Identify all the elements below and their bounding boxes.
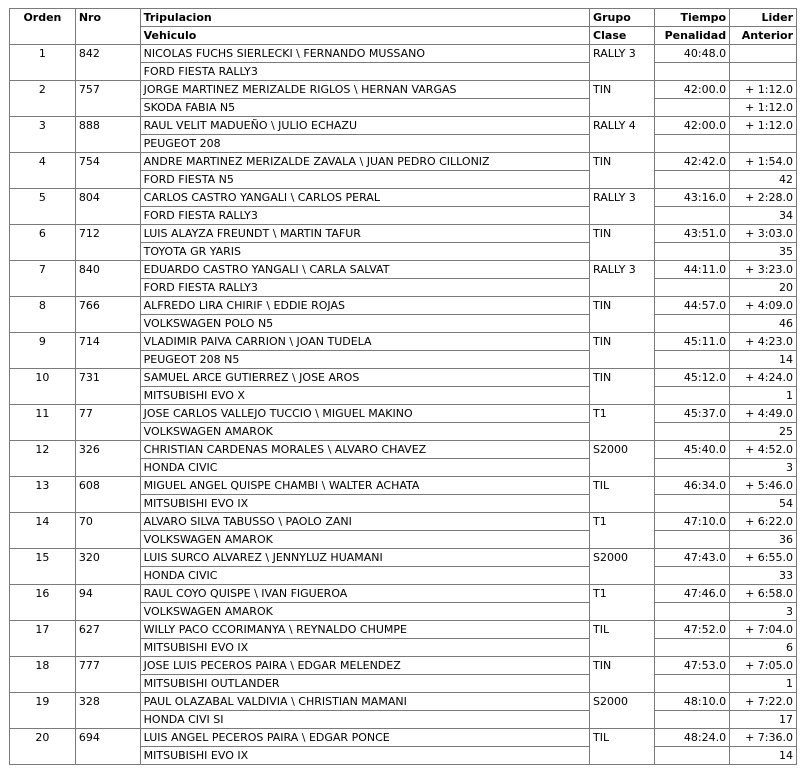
- cell-orden: 19: [10, 693, 76, 729]
- cell-anterior: 14: [730, 351, 797, 369]
- table-row: [10, 729, 797, 747]
- cell-penalidad: [654, 99, 729, 117]
- cell-anterior: [730, 135, 797, 153]
- cell-grupo: TIN: [590, 657, 655, 693]
- cell-vehicle: PEUGEOT 208: [140, 135, 589, 153]
- cell-vehicle: FORD FIESTA RALLY3: [140, 207, 589, 225]
- cell-crew: JORGE MARTINEZ MERIZALDE RIGLOS \ HERNAN VARGAS: [140, 81, 589, 99]
- cell-orden: 2: [10, 81, 76, 117]
- cell-nro: 328: [75, 693, 140, 729]
- cell-crew: CARLOS CASTRO YANGALI \ CARLOS PERAL: [140, 189, 589, 207]
- cell-penalidad: [654, 207, 729, 225]
- cell-tiempo: 45:12.0: [654, 369, 729, 387]
- cell-orden: 11: [10, 405, 76, 441]
- cell-tiempo: 45:37.0: [654, 405, 729, 423]
- cell-grupo: TIL: [590, 621, 655, 657]
- cell-orden: 14: [10, 513, 76, 549]
- cell-nro: 757: [75, 81, 140, 117]
- cell-orden: 10: [10, 369, 76, 405]
- cell-lider: + 7:36.0: [730, 729, 797, 747]
- cell-anterior: [730, 63, 797, 81]
- cell-crew: RAUL VELIT MADUEÑO \ JULIO ECHAZU: [140, 117, 589, 135]
- cell-nro: 840: [75, 261, 140, 297]
- cell-lider: + 4:49.0: [730, 405, 797, 423]
- cell-lider: [730, 45, 797, 63]
- table-row: [10, 693, 797, 711]
- cell-nro: 714: [75, 333, 140, 369]
- table-row: [10, 477, 797, 495]
- cell-grupo: TIN: [590, 81, 655, 117]
- cell-orden: 3: [10, 117, 76, 153]
- cell-grupo: T1: [590, 405, 655, 441]
- cell-crew: NICOLAS FUCHS SIERLECKI \ FERNANDO MUSSANO: [140, 45, 589, 63]
- cell-nro: 320: [75, 549, 140, 585]
- cell-lider: + 1:54.0: [730, 153, 797, 171]
- cell-orden: 1: [10, 45, 76, 81]
- cell-orden: 13: [10, 477, 76, 513]
- cell-penalidad: [654, 675, 729, 693]
- cell-lider: + 6:22.0: [730, 513, 797, 531]
- cell-crew: ALFREDO LIRA CHIRIF \ EDDIE ROJAS: [140, 297, 589, 315]
- cell-tiempo: 42:42.0: [654, 153, 729, 171]
- cell-penalidad: [654, 351, 729, 369]
- table-body: [10, 45, 797, 765]
- cell-orden: 8: [10, 297, 76, 333]
- table-row: [10, 81, 797, 99]
- cell-anterior: 54: [730, 495, 797, 513]
- cell-tiempo: 47:46.0: [654, 585, 729, 603]
- cell-penalidad: [654, 711, 729, 729]
- cell-anterior: 3: [730, 459, 797, 477]
- cell-lider: + 5:46.0: [730, 477, 797, 495]
- cell-penalidad: [654, 747, 729, 765]
- cell-lider: + 7:04.0: [730, 621, 797, 639]
- cell-nro: 70: [75, 513, 140, 549]
- table-row: [10, 45, 797, 63]
- cell-penalidad: [654, 423, 729, 441]
- cell-tiempo: 43:16.0: [654, 189, 729, 207]
- cell-crew: JOSE CARLOS VALLEJO TUCCIO \ MIGUEL MAKINO: [140, 405, 589, 423]
- cell-nro: 94: [75, 585, 140, 621]
- cell-tiempo: 45:40.0: [654, 441, 729, 459]
- cell-lider: + 3:23.0: [730, 261, 797, 279]
- cell-penalidad: [654, 279, 729, 297]
- header-row-1: [10, 9, 797, 27]
- cell-nro: 731: [75, 369, 140, 405]
- cell-crew: WILLY PACO CCORIMANYA \ REYNALDO CHUMPE: [140, 621, 589, 639]
- header-orden: Orden: [10, 9, 76, 45]
- table-row: [10, 225, 797, 243]
- cell-vehicle: MITSUBISHI EVO IX: [140, 747, 589, 765]
- cell-grupo: S2000: [590, 441, 655, 477]
- cell-anterior: 20: [730, 279, 797, 297]
- table-row: [10, 369, 797, 387]
- cell-lider: + 7:05.0: [730, 657, 797, 675]
- header-tripulacion: Tripulacion: [140, 9, 589, 27]
- cell-grupo: RALLY 3: [590, 45, 655, 81]
- cell-crew: LUIS ALAYZA FREUNDT \ MARTIN TAFUR: [140, 225, 589, 243]
- cell-vehicle: VOLKSWAGEN AMAROK: [140, 531, 589, 549]
- cell-tiempo: 48:10.0: [654, 693, 729, 711]
- header-vehiculo: Vehiculo: [140, 27, 589, 45]
- cell-nro: 627: [75, 621, 140, 657]
- cell-nro: 77: [75, 405, 140, 441]
- cell-grupo: T1: [590, 513, 655, 549]
- cell-nro: 608: [75, 477, 140, 513]
- table-row: [10, 657, 797, 675]
- cell-anterior: 25: [730, 423, 797, 441]
- cell-vehicle: VOLKSWAGEN AMAROK: [140, 423, 589, 441]
- cell-penalidad: [654, 567, 729, 585]
- header-nro: Nro: [75, 9, 140, 45]
- cell-orden: 18: [10, 657, 76, 693]
- cell-grupo: S2000: [590, 549, 655, 585]
- cell-lider: + 7:22.0: [730, 693, 797, 711]
- cell-tiempo: 47:10.0: [654, 513, 729, 531]
- cell-penalidad: [654, 387, 729, 405]
- cell-crew: LUIS SURCO ALVAREZ \ JENNYLUZ HUAMANI: [140, 549, 589, 567]
- cell-grupo: RALLY 3: [590, 189, 655, 225]
- header-anterior: Anterior: [730, 27, 797, 45]
- cell-anterior: 1: [730, 675, 797, 693]
- cell-nro: 754: [75, 153, 140, 189]
- cell-orden: 4: [10, 153, 76, 189]
- cell-crew: EDUARDO CASTRO YANGALI \ CARLA SALVAT: [140, 261, 589, 279]
- cell-orden: 6: [10, 225, 76, 261]
- cell-nro: 694: [75, 729, 140, 765]
- cell-orden: 15: [10, 549, 76, 585]
- cell-tiempo: 44:57.0: [654, 297, 729, 315]
- cell-nro: 712: [75, 225, 140, 261]
- cell-vehicle: MITSUBISHI EVO IX: [140, 495, 589, 513]
- cell-crew: JOSE LUIS PECEROS PAIRA \ EDGAR MELENDEZ: [140, 657, 589, 675]
- cell-lider: + 3:03.0: [730, 225, 797, 243]
- cell-lider: + 4:52.0: [730, 441, 797, 459]
- cell-grupo: TIN: [590, 333, 655, 369]
- cell-orden: 5: [10, 189, 76, 225]
- cell-lider: + 1:12.0: [730, 81, 797, 99]
- cell-tiempo: 42:00.0: [654, 81, 729, 99]
- table-row: [10, 297, 797, 315]
- cell-orden: 7: [10, 261, 76, 297]
- cell-penalidad: [654, 315, 729, 333]
- cell-lider: + 4:23.0: [730, 333, 797, 351]
- results-table: [9, 8, 797, 765]
- cell-vehicle: HONDA CIVI SI: [140, 711, 589, 729]
- cell-penalidad: [654, 603, 729, 621]
- cell-vehicle: HONDA CIVIC: [140, 459, 589, 477]
- cell-grupo: RALLY 3: [590, 261, 655, 297]
- table-header: [10, 9, 797, 45]
- cell-penalidad: [654, 63, 729, 81]
- cell-anterior: 46: [730, 315, 797, 333]
- header-tiempo: Tiempo: [654, 9, 729, 27]
- cell-anterior: 36: [730, 531, 797, 549]
- cell-grupo: TIN: [590, 297, 655, 333]
- cell-tiempo: 43:51.0: [654, 225, 729, 243]
- cell-tiempo: 40:48.0: [654, 45, 729, 63]
- cell-lider: + 6:58.0: [730, 585, 797, 603]
- cell-vehicle: FORD FIESTA RALLY3: [140, 279, 589, 297]
- cell-penalidad: [654, 243, 729, 261]
- cell-orden: 17: [10, 621, 76, 657]
- cell-penalidad: [654, 459, 729, 477]
- cell-vehicle: FORD FIESTA N5: [140, 171, 589, 189]
- table-row: [10, 441, 797, 459]
- cell-anterior: 34: [730, 207, 797, 225]
- cell-vehicle: VOLKSWAGEN AMAROK: [140, 603, 589, 621]
- cell-vehicle: MITSUBISHI OUTLANDER: [140, 675, 589, 693]
- cell-crew: MIGUEL ANGEL QUISPE CHAMBI \ WALTER ACHATA: [140, 477, 589, 495]
- cell-vehicle: TOYOTA GR YARIS: [140, 243, 589, 261]
- header-clase: Clase: [590, 27, 655, 45]
- cell-penalidad: [654, 135, 729, 153]
- cell-crew: SAMUEL ARCE GUTIERREZ \ JOSE AROS: [140, 369, 589, 387]
- cell-crew: ANDRE MARTINEZ MERIZALDE ZAVALA \ JUAN PEDRO CILLONIZ: [140, 153, 589, 171]
- cell-crew: ALVARO SILVA TABUSSO \ PAOLO ZANI: [140, 513, 589, 531]
- cell-anterior: 1: [730, 387, 797, 405]
- cell-lider: + 4:24.0: [730, 369, 797, 387]
- cell-vehicle: MITSUBISHI EVO IX: [140, 639, 589, 657]
- cell-penalidad: [654, 495, 729, 513]
- cell-tiempo: 47:43.0: [654, 549, 729, 567]
- cell-crew: PAUL OLAZABAL VALDIVIA \ CHRISTIAN MAMANI: [140, 693, 589, 711]
- cell-vehicle: PEUGEOT 208 N5: [140, 351, 589, 369]
- header-lider: Lider: [730, 9, 797, 27]
- cell-anterior: + 1:12.0: [730, 99, 797, 117]
- cell-anterior: 33: [730, 567, 797, 585]
- cell-nro: 804: [75, 189, 140, 225]
- cell-nro: 777: [75, 657, 140, 693]
- cell-vehicle: MITSUBISHI EVO X: [140, 387, 589, 405]
- cell-crew: LUIS ANGEL PECEROS PAIRA \ EDGAR PONCE: [140, 729, 589, 747]
- table-row: [10, 405, 797, 423]
- cell-grupo: TIL: [590, 729, 655, 765]
- cell-tiempo: 44:11.0: [654, 261, 729, 279]
- cell-orden: 9: [10, 333, 76, 369]
- header-grupo: Grupo: [590, 9, 655, 27]
- cell-anterior: 42: [730, 171, 797, 189]
- cell-vehicle: VOLKSWAGEN POLO N5: [140, 315, 589, 333]
- cell-nro: 766: [75, 297, 140, 333]
- cell-lider: + 2:28.0: [730, 189, 797, 207]
- cell-lider: + 1:12.0: [730, 117, 797, 135]
- cell-vehicle: HONDA CIVIC: [140, 567, 589, 585]
- cell-grupo: T1: [590, 585, 655, 621]
- cell-grupo: TIN: [590, 369, 655, 405]
- table-row: [10, 621, 797, 639]
- table-row: [10, 117, 797, 135]
- table-row: [10, 261, 797, 279]
- table-row: [10, 153, 797, 171]
- cell-crew: CHRISTIAN CARDENAS MORALES \ ALVARO CHAVEZ: [140, 441, 589, 459]
- cell-penalidad: [654, 531, 729, 549]
- cell-lider: + 6:55.0: [730, 549, 797, 567]
- cell-crew: RAUL COYO QUISPE \ IVAN FIGUEROA: [140, 585, 589, 603]
- cell-tiempo: 47:52.0: [654, 621, 729, 639]
- cell-nro: 888: [75, 117, 140, 153]
- cell-anterior: 14: [730, 747, 797, 765]
- table-row: [10, 513, 797, 531]
- cell-tiempo: 46:34.0: [654, 477, 729, 495]
- cell-tiempo: 42:00.0: [654, 117, 729, 135]
- cell-grupo: TIN: [590, 225, 655, 261]
- cell-tiempo: 45:11.0: [654, 333, 729, 351]
- cell-lider: + 4:09.0: [730, 297, 797, 315]
- cell-tiempo: 48:24.0: [654, 729, 729, 747]
- cell-grupo: RALLY 4: [590, 117, 655, 153]
- table-row: [10, 333, 797, 351]
- header-penalidad: Penalidad: [654, 27, 729, 45]
- cell-vehicle: FORD FIESTA RALLY3: [140, 63, 589, 81]
- cell-anterior: 6: [730, 639, 797, 657]
- table-row: [10, 549, 797, 567]
- cell-grupo: S2000: [590, 693, 655, 729]
- cell-anterior: 3: [730, 603, 797, 621]
- cell-grupo: TIN: [590, 153, 655, 189]
- cell-penalidad: [654, 639, 729, 657]
- cell-anterior: 35: [730, 243, 797, 261]
- cell-orden: 16: [10, 585, 76, 621]
- table-row: [10, 585, 797, 603]
- cell-anterior: 17: [730, 711, 797, 729]
- cell-grupo: TIL: [590, 477, 655, 513]
- cell-crew: VLADIMIR PAIVA CARRION \ JOAN TUDELA: [140, 333, 589, 351]
- cell-nro: 842: [75, 45, 140, 81]
- cell-orden: 20: [10, 729, 76, 765]
- cell-tiempo: 47:53.0: [654, 657, 729, 675]
- cell-penalidad: [654, 171, 729, 189]
- table-row: [10, 189, 797, 207]
- cell-orden: 12: [10, 441, 76, 477]
- cell-nro: 326: [75, 441, 140, 477]
- cell-vehicle: SKODA FABIA N5: [140, 99, 589, 117]
